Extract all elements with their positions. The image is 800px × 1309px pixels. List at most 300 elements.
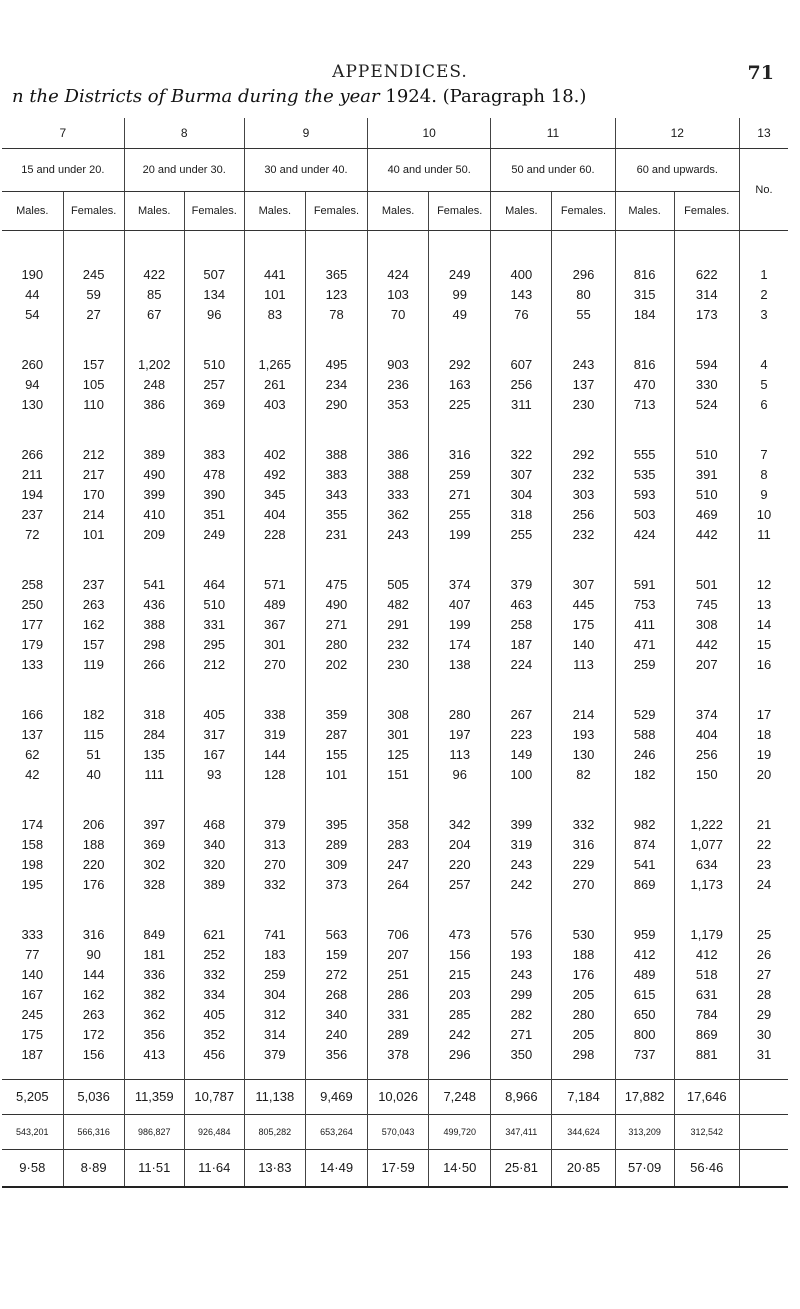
row-number-cell: 15	[739, 635, 788, 655]
females-header: Females.	[674, 192, 739, 231]
table-row	[2, 785, 788, 835]
table-cell: 311	[491, 395, 552, 415]
row-number-cell: 22	[739, 835, 788, 855]
table-cell: 535	[615, 465, 674, 485]
table-cell: 144	[63, 965, 124, 985]
table-cell: 268	[305, 985, 367, 1005]
column-number: 7	[2, 118, 124, 149]
table-cell: 489	[244, 595, 305, 615]
table-cell: 78	[305, 305, 367, 325]
row-number-cell: 16	[739, 655, 788, 675]
column-number: 12	[615, 118, 739, 149]
table-cell: 338	[244, 675, 305, 725]
table-cell: 182	[63, 675, 124, 725]
table-cell: 510	[184, 595, 244, 615]
table-cell: 631	[674, 985, 739, 1005]
table-cell: 176	[63, 875, 124, 895]
table-cell: 245	[21, 1007, 44, 1022]
table-row	[2, 415, 788, 465]
table-row	[2, 675, 788, 725]
column-number: 10	[368, 118, 491, 149]
table-cell: 576	[491, 895, 552, 945]
table-cell: 250	[21, 597, 44, 612]
table-cell: 220	[63, 855, 124, 875]
table-cell: 314	[244, 1025, 305, 1045]
table-cell: 356	[124, 1025, 184, 1045]
table-cell: 501	[674, 545, 739, 595]
table-row	[2, 525, 788, 545]
table-cell: 198	[21, 857, 44, 872]
table-cell: 42	[25, 767, 40, 782]
running-head: APPENDICES.	[332, 62, 468, 82]
table-cell: 158	[21, 837, 44, 852]
table-cell: 441	[244, 231, 305, 286]
spacer-cell	[429, 1065, 491, 1080]
table-cell: 255	[429, 505, 491, 525]
spacer-cell	[244, 1065, 305, 1080]
population-cell: 805,282	[244, 1115, 305, 1150]
ratio-cell: 9·58	[2, 1150, 63, 1188]
table-cell: 155	[305, 745, 367, 765]
table-cell: 473	[429, 895, 491, 945]
row-number-cell: 10	[739, 505, 788, 525]
table-cell: 263	[63, 1005, 124, 1025]
table-cell: 304	[491, 485, 552, 505]
table-cell: 151	[368, 765, 429, 785]
table-cell: 248	[124, 375, 184, 395]
table-cell: 299	[491, 985, 552, 1005]
table-cell: 149	[491, 745, 552, 765]
table-cell: 303	[552, 485, 615, 505]
column-number: 8	[124, 118, 244, 149]
table-row	[2, 965, 788, 985]
table-cell: 1,202	[124, 325, 184, 375]
table-cell: 230	[368, 655, 429, 675]
table-cell: 382	[124, 985, 184, 1005]
table-cell: 379	[244, 785, 305, 835]
table-cell: 99	[429, 285, 491, 305]
table-cell: 530	[552, 895, 615, 945]
table-cell: 849	[124, 895, 184, 945]
table-cell: 236	[368, 375, 429, 395]
table-cell: 259	[244, 965, 305, 985]
total-cell: 7,184	[552, 1080, 615, 1115]
table-cell: 177	[21, 617, 44, 632]
table-cell: 181	[124, 945, 184, 965]
total-cell: 10,787	[184, 1080, 244, 1115]
table-cell: 510	[674, 415, 739, 465]
table-cell: 316	[552, 835, 615, 855]
age-group-header: 15 and under 20.	[2, 149, 124, 192]
row-number-cell: 26	[739, 945, 788, 965]
table-cell: 292	[429, 325, 491, 375]
table-cell: 193	[491, 945, 552, 965]
table-cell: 1,077	[674, 835, 739, 855]
totals-row	[2, 1080, 788, 1115]
table-cell: 270	[552, 875, 615, 895]
table-cell: 135	[124, 745, 184, 765]
table-cell: 355	[305, 505, 367, 525]
column-number-row	[2, 118, 788, 149]
table-cell: 162	[63, 615, 124, 635]
table-cell: 373	[305, 875, 367, 895]
spacer-row	[2, 1065, 788, 1080]
table-cell: 362	[124, 1005, 184, 1025]
table-cell: 62	[25, 747, 40, 762]
table-cell: 424	[368, 231, 429, 286]
table-row	[2, 985, 788, 1005]
table-cell: 134	[184, 285, 244, 305]
ratio-cell: 56·46	[674, 1150, 739, 1188]
sex-header-row	[2, 192, 788, 231]
table-cell: 101	[63, 525, 124, 545]
population-cell: 347,411	[491, 1115, 552, 1150]
table-cell: 390	[184, 485, 244, 505]
table-cell: 296	[552, 231, 615, 286]
table-cell: 302	[124, 855, 184, 875]
table-cell: 391	[674, 465, 739, 485]
empty-cell	[739, 1150, 788, 1188]
table-cell: 247	[368, 855, 429, 875]
table-cell: 379	[491, 545, 552, 595]
table-cell: 215	[429, 965, 491, 985]
ratio-cell: 11·51	[124, 1150, 184, 1188]
row-number-cell: 9	[739, 485, 788, 505]
table-cell: 345	[244, 485, 305, 505]
table-cell: 492	[244, 465, 305, 485]
table-cell: 388	[305, 415, 367, 465]
table-cell: 315	[615, 285, 674, 305]
table-cell: 320	[184, 855, 244, 875]
table-cell: 256	[674, 745, 739, 765]
table-cell: 166	[21, 707, 44, 722]
table-cell: 404	[674, 725, 739, 745]
table-cell: 529	[615, 675, 674, 725]
table-cell: 982	[615, 785, 674, 835]
table-cell: 332	[552, 785, 615, 835]
table-cell: 223	[491, 725, 552, 745]
table-row	[2, 395, 788, 415]
table-cell: 362	[368, 505, 429, 525]
table-cell: 541	[124, 545, 184, 595]
table-cell: 402	[244, 415, 305, 465]
table-cell: 383	[305, 465, 367, 485]
table-cell: 342	[429, 785, 491, 835]
females-header: Females.	[63, 192, 124, 231]
table-cell: 410	[124, 505, 184, 525]
table-cell: 374	[429, 545, 491, 595]
table-cell: 174	[429, 635, 491, 655]
table-cell: 350	[491, 1045, 552, 1065]
table-cell: 316	[63, 895, 124, 945]
column-number: 13	[739, 118, 788, 149]
table-cell: 263	[63, 595, 124, 615]
table-cell: 356	[305, 1045, 367, 1065]
table-cell: 249	[429, 231, 491, 286]
table-cell: 256	[491, 375, 552, 395]
population-cell: 499,720	[429, 1115, 491, 1150]
table-cell: 313	[244, 835, 305, 855]
table-row	[2, 325, 788, 375]
population-cell: 313,209	[615, 1115, 674, 1150]
spacer-cell	[184, 1065, 244, 1080]
table-row	[2, 465, 788, 485]
table-row	[2, 615, 788, 635]
row-number-cell: 31	[739, 1045, 788, 1065]
row-number-cell: 1	[739, 231, 788, 286]
table-cell: 593	[615, 485, 674, 505]
table-cell: 295	[184, 635, 244, 655]
table-cell: 333	[21, 927, 44, 942]
table-cell: 237	[63, 545, 124, 595]
females-header: Females.	[552, 192, 615, 231]
table-cell: 319	[491, 835, 552, 855]
table-cell: 209	[124, 525, 184, 545]
table-row	[2, 505, 788, 525]
table-cell: 138	[429, 655, 491, 675]
spacer-cell	[739, 1065, 788, 1080]
table-cell: 101	[305, 765, 367, 785]
table-cell: 246	[615, 745, 674, 765]
table-cell: 314	[674, 285, 739, 305]
table-cell: 594	[674, 325, 739, 375]
table-cell: 518	[674, 965, 739, 985]
table-cell: 745	[674, 595, 739, 615]
table-cell: 83	[244, 305, 305, 325]
table-row	[2, 305, 788, 325]
table-cell: 622	[674, 231, 739, 286]
row-number-cell: 5	[739, 375, 788, 395]
table-cell: 478	[184, 465, 244, 485]
table-cell: 352	[184, 1025, 244, 1045]
table-cell: 316	[429, 415, 491, 465]
table-cell: 211	[21, 467, 43, 482]
table-cell: 463	[491, 595, 552, 615]
females-header: Females.	[305, 192, 367, 231]
table-cell: 212	[184, 655, 244, 675]
table-cell: 282	[491, 1005, 552, 1025]
table-cell: 365	[305, 231, 367, 286]
total-cell: 11,138	[244, 1080, 305, 1115]
row-number-cell: 8	[739, 465, 788, 485]
age-group-row	[2, 149, 788, 192]
table-cell: 267	[491, 675, 552, 725]
table-cell: 243	[491, 965, 552, 985]
table-cell: 422	[124, 231, 184, 286]
table-cell: 869	[615, 875, 674, 895]
table-cell: 229	[552, 855, 615, 875]
table-row	[2, 545, 788, 595]
table-cell: 214	[63, 505, 124, 525]
row-number-cell: 23	[739, 855, 788, 875]
table-cell: 54	[25, 307, 40, 322]
statistics-table	[2, 118, 788, 1188]
table-cell: 174	[21, 817, 44, 832]
table-cell: 55	[552, 305, 615, 325]
table-cell: 436	[124, 595, 184, 615]
row-number-cell: 3	[739, 305, 788, 325]
table-cell: 353	[368, 395, 429, 415]
table-cell: 588	[615, 725, 674, 745]
table-cell: 1,265	[244, 325, 305, 375]
table-cell: 271	[305, 615, 367, 635]
table-cell: 280	[552, 1005, 615, 1025]
table-cell: 340	[184, 835, 244, 855]
table-cell: 70	[368, 305, 429, 325]
table-cell: 400	[491, 231, 552, 286]
table-body	[2, 231, 788, 1080]
table-cell: 367	[244, 615, 305, 635]
table-cell: 285	[429, 1005, 491, 1025]
table-cell: 157	[63, 635, 124, 655]
table-cell: 524	[674, 395, 739, 415]
table-cell: 137	[21, 727, 44, 742]
table-cell: 369	[124, 835, 184, 855]
table-row	[2, 875, 788, 895]
spacer-cell	[552, 1065, 615, 1080]
table-cell: 197	[429, 725, 491, 745]
table-cell: 207	[674, 655, 739, 675]
table-cell: 157	[63, 325, 124, 375]
table-cell: 77	[25, 947, 40, 962]
table-cell: 72	[25, 527, 40, 542]
table-cell: 456	[184, 1045, 244, 1065]
table-cell: 259	[615, 655, 674, 675]
table-row	[2, 285, 788, 305]
table-cell: 397	[124, 785, 184, 835]
page-number: 71	[747, 62, 774, 84]
table-row	[2, 595, 788, 615]
table-cell: 571	[244, 545, 305, 595]
ratio-cell: 17·59	[368, 1150, 429, 1188]
population-cell: 926,484	[184, 1115, 244, 1150]
ratio-cell: 14·50	[429, 1150, 491, 1188]
table-row	[2, 725, 788, 745]
table-cell: 470	[615, 375, 674, 395]
table-cell: 386	[368, 415, 429, 465]
females-header: Females.	[429, 192, 491, 231]
table-cell: 115	[63, 725, 124, 745]
table-cell: 296	[429, 1045, 491, 1065]
table-row	[2, 765, 788, 785]
table-cell: 307	[491, 465, 552, 485]
table-cell: 214	[552, 675, 615, 725]
table-cell: 318	[491, 505, 552, 525]
table-cell: 182	[615, 765, 674, 785]
table-cell: 130	[552, 745, 615, 765]
spacer-cell	[615, 1065, 674, 1080]
table-cell: 318	[124, 675, 184, 725]
table-cell: 266	[124, 655, 184, 675]
table-row	[2, 855, 788, 875]
table-cell: 170	[63, 485, 124, 505]
table-cell: 224	[491, 655, 552, 675]
table-cell: 874	[615, 835, 674, 855]
table-cell: 252	[184, 945, 244, 965]
population-cell: 653,264	[305, 1115, 367, 1150]
table-cell: 59	[63, 285, 124, 305]
table-cell: 386	[124, 395, 184, 415]
table-cell: 249	[184, 525, 244, 545]
table-cell: 505	[368, 545, 429, 595]
table-row	[2, 635, 788, 655]
table-cell: 307	[552, 545, 615, 595]
table-cell: 140	[21, 967, 44, 982]
population-cell: 566,316	[63, 1115, 124, 1150]
table-cell: 220	[429, 855, 491, 875]
table-cell: 204	[429, 835, 491, 855]
table-cell: 207	[368, 945, 429, 965]
table-cell: 379	[244, 1045, 305, 1065]
table-cell: 105	[63, 375, 124, 395]
total-cell: 5,205	[2, 1080, 63, 1115]
ratio-cell: 13·83	[244, 1150, 305, 1188]
table-cell: 188	[63, 835, 124, 855]
table-cell: 378	[368, 1045, 429, 1065]
table-cell: 183	[244, 945, 305, 965]
table-caption	[12, 86, 586, 107]
table-cell: 162	[63, 985, 124, 1005]
table-cell: 80	[552, 285, 615, 305]
table-cell: 206	[63, 785, 124, 835]
table-cell: 85	[124, 285, 184, 305]
total-cell: 8,966	[491, 1080, 552, 1115]
table-cell: 343	[305, 485, 367, 505]
table-cell: 258	[21, 577, 44, 592]
table-cell: 128	[244, 765, 305, 785]
row-number-cell: 2	[739, 285, 788, 305]
table-cell: 442	[674, 525, 739, 545]
table-cell: 333	[368, 485, 429, 505]
table-cell: 336	[124, 965, 184, 985]
row-number-cell: 6	[739, 395, 788, 415]
table-cell: 413	[124, 1045, 184, 1065]
table-cell: 44	[25, 287, 40, 302]
table-cell: 959	[615, 895, 674, 945]
males-header: Males.	[491, 192, 552, 231]
table-cell: 103	[368, 285, 429, 305]
empty-cell	[739, 1080, 788, 1115]
table-cell: 816	[615, 325, 674, 375]
table-cell: 869	[674, 1025, 739, 1045]
table-cell: 412	[615, 945, 674, 965]
table-row	[2, 485, 788, 505]
table-cell: 403	[244, 395, 305, 415]
table-cell: 260	[21, 357, 44, 372]
column-number: 11	[491, 118, 615, 149]
row-number-cell: 29	[739, 1005, 788, 1025]
table-cell: 301	[244, 635, 305, 655]
spacer-cell	[124, 1065, 184, 1080]
table-cell: 328	[124, 875, 184, 895]
table-cell: 111	[124, 765, 184, 785]
age-group-header: 60 and upwards.	[615, 149, 739, 192]
table-cell: 256	[552, 505, 615, 525]
table-cell: 298	[124, 635, 184, 655]
table-cell: 298	[552, 1045, 615, 1065]
females-header: Females.	[184, 192, 244, 231]
row-number-cell: 27	[739, 965, 788, 985]
table-cell: 374	[674, 675, 739, 725]
table-cell: 411	[615, 615, 674, 635]
table-cell: 713	[615, 395, 674, 415]
table-cell: 816	[615, 231, 674, 286]
table-cell: 800	[615, 1025, 674, 1045]
table-cell: 489	[615, 965, 674, 985]
table-cell: 332	[244, 875, 305, 895]
table-cell: 286	[368, 985, 429, 1005]
table-cell: 369	[184, 395, 244, 415]
